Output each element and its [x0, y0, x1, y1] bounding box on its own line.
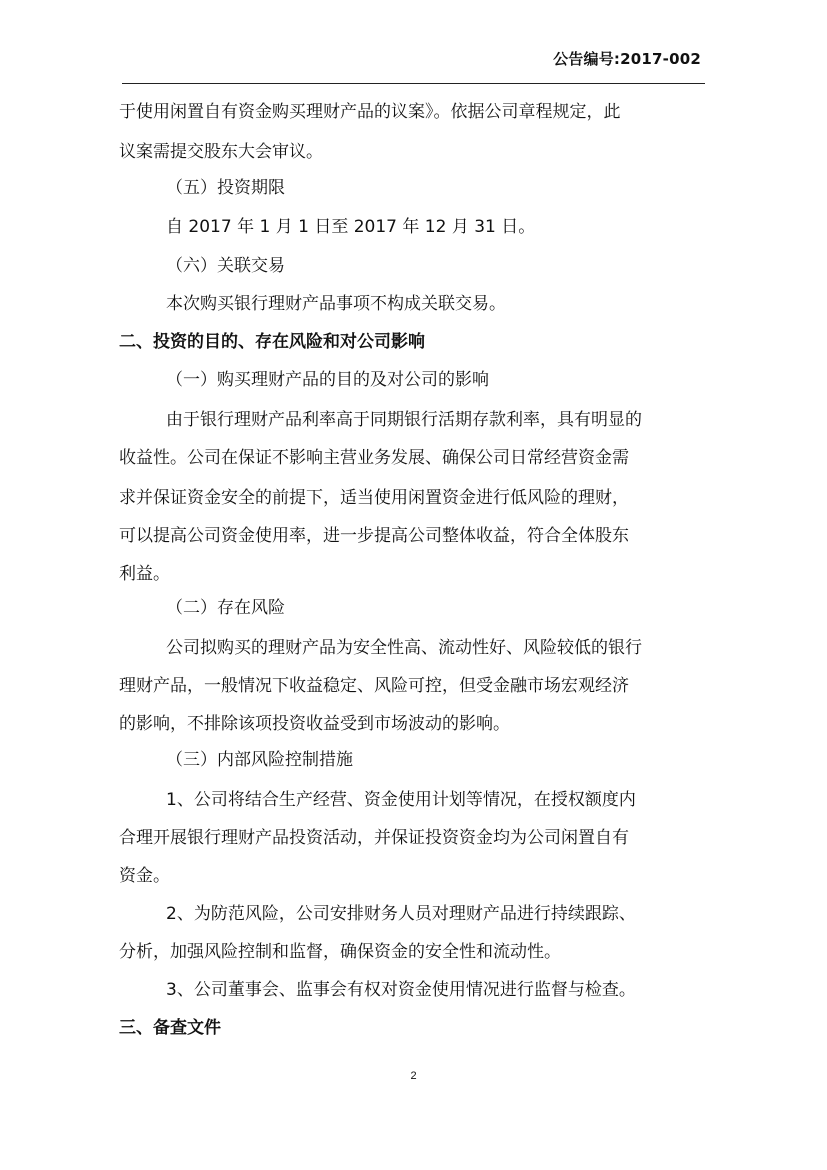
section-title: （五）投资期限	[166, 178, 285, 198]
paragraph-line: 3、公司董事会、监事会有权对资金使用情况进行监督与检查。	[166, 980, 636, 1000]
paragraph-line: 于使用闲置自有资金购买理财产品的议案》。依据公司章程规定，此	[119, 102, 621, 122]
paragraph-line: 求并保证资金安全的前提下，适当使用闲置资金进行低风险的理财，	[119, 488, 629, 508]
paragraph-line: 可以提高公司资金使用率，进一步提高公司整体收益，符合全体股东	[119, 526, 629, 546]
chapter-heading: 三、备查文件	[119, 1018, 221, 1038]
paragraph-line: 合理开展银行理财产品投资活动，并保证投资资金均为公司闲置自有	[119, 828, 629, 848]
section-title: （六）关联交易	[166, 256, 285, 276]
paragraph-line: 1、公司将结合生产经营、资金使用计划等情况，在授权额度内	[166, 790, 636, 810]
chapter-heading: 二、投资的目的、存在风险和对公司影响	[119, 332, 425, 352]
section-title: （二）存在风险	[166, 598, 285, 618]
page-number: 2	[410, 1070, 417, 1082]
paragraph-line: 利益。	[119, 564, 170, 584]
paragraph-line: 收益性。公司在保证不影响主营业务发展、确保公司日常经营资金需	[119, 448, 629, 468]
paragraph-line: 的影响，不排除该项投资收益受到市场波动的影响。	[119, 714, 510, 734]
section-title: （三）内部风险控制措施	[166, 750, 353, 770]
paragraph-line: 议案需提交股东大会审议。	[119, 142, 323, 162]
paragraph-line: 本次购买银行理财产品事项不构成关联交易。	[166, 294, 506, 314]
paragraph-line: 由于银行理财产品利率高于同期银行活期存款利率，具有明显的	[166, 410, 642, 430]
notice-number: 公告编号:2017-002	[553, 50, 701, 68]
paragraph-line: 公司拟购买的理财产品为安全性高、流动性好、风险较低的银行	[166, 638, 642, 658]
paragraph-line: 分析，加强风险控制和监督，确保资金的安全性和流动性。	[119, 942, 561, 962]
paragraph-line: 2、为防范风险，公司安排财务人员对理财产品进行持续跟踪、	[166, 904, 636, 924]
paragraph-line: 资金。	[119, 866, 170, 886]
paragraph-line: 理财产品，一般情况下收益稳定、风险可控，但受金融市场宏观经济	[119, 676, 629, 696]
header-divider	[122, 83, 705, 84]
section-title: （一）购买理财产品的目的及对公司的影响	[166, 370, 489, 390]
paragraph-line: 自 2017 年 1 月 1 日至 2017 年 12 月 31 日。	[166, 217, 536, 237]
